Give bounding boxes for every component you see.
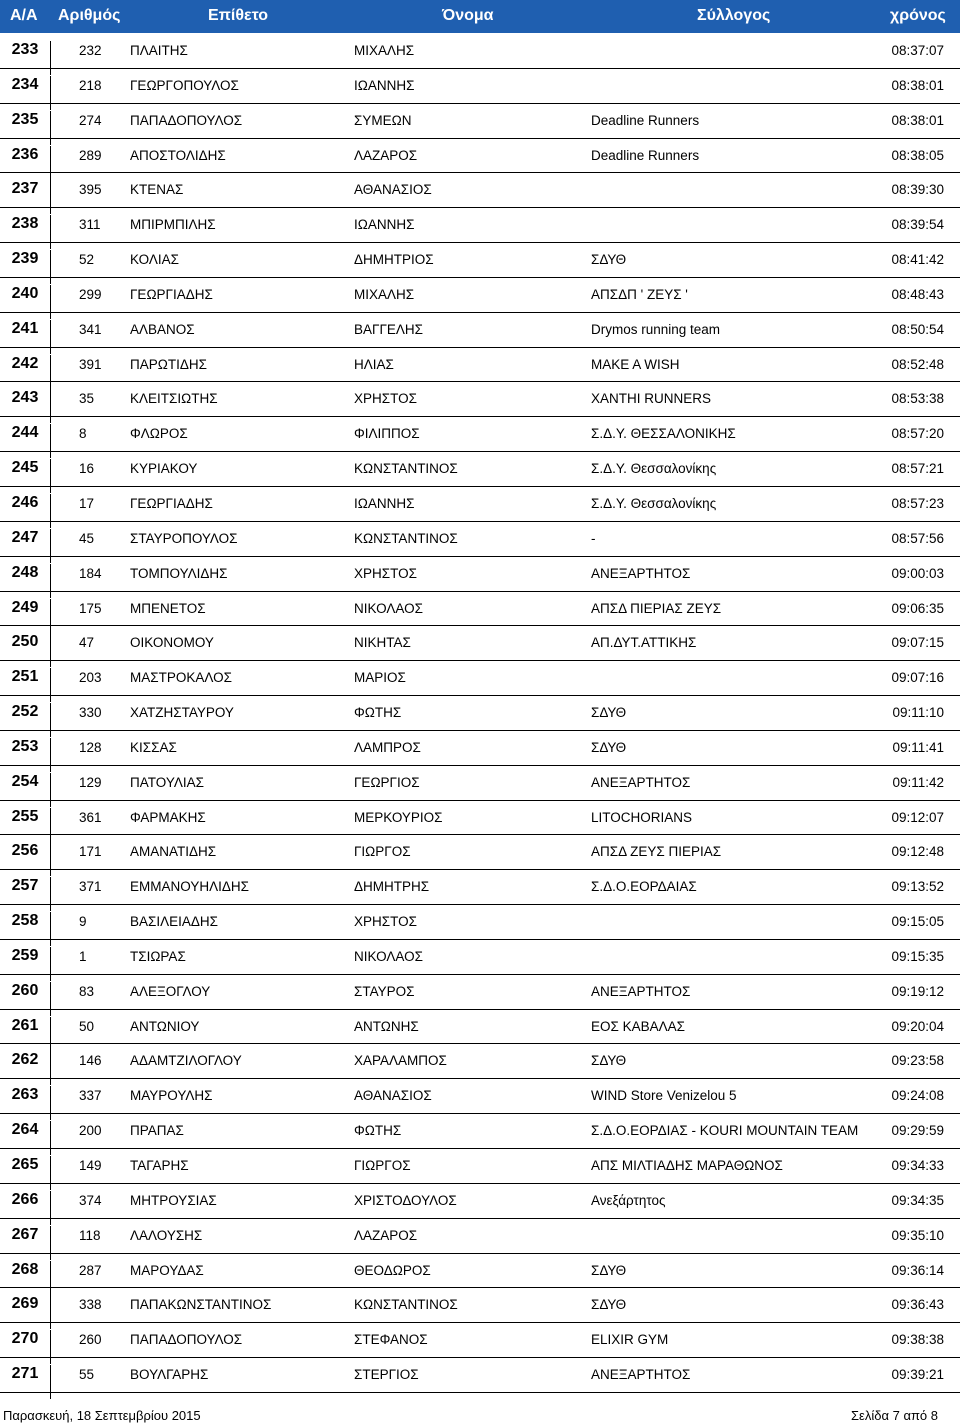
time-cell: 09:06:35 bbox=[891, 600, 944, 616]
name-cell: ΙΩΑΝΝΗΣ bbox=[354, 217, 415, 233]
position-cell: 262 bbox=[0, 1051, 51, 1085]
surname-cell: ΑΛΕΞΟΓΛΟΥ bbox=[130, 983, 211, 999]
footer-page-number: Σελίδα 7 από 8 bbox=[851, 1408, 938, 1423]
surname-cell: ΠΑΠΑΔΟΠΟΥΛΟΣ bbox=[130, 112, 243, 128]
bib-cell: 35 bbox=[79, 391, 95, 407]
name-cell: ΧΡΗΣΤΟΣ bbox=[354, 565, 417, 581]
position-cell: 246 bbox=[0, 494, 51, 528]
surname-cell: ΧΑΤΖΗΣΤΑΥΡΟΥ bbox=[130, 705, 234, 721]
position-cell: 267 bbox=[0, 1226, 51, 1260]
bib-cell: 200 bbox=[79, 1123, 102, 1139]
table-row bbox=[0, 1184, 960, 1219]
position-cell: 240 bbox=[0, 285, 51, 319]
header-bib: Αριθμός bbox=[58, 7, 121, 24]
position-cell: 254 bbox=[0, 773, 51, 807]
bib-cell: 289 bbox=[79, 147, 102, 163]
table-row bbox=[0, 522, 960, 557]
name-cell: ΚΩΝΣΤΑΝΤΙΝΟΣ bbox=[354, 530, 458, 546]
name-cell: ΦΩΤΗΣ bbox=[354, 705, 402, 721]
header-pos: Α/Α bbox=[10, 7, 38, 24]
bib-cell: 8 bbox=[79, 426, 87, 442]
header-name: Όνομα bbox=[442, 7, 494, 24]
table-row bbox=[0, 905, 960, 940]
position-cell: 237 bbox=[0, 180, 51, 214]
bib-cell: 45 bbox=[79, 530, 95, 546]
name-cell: ΜΙΧΑΛΗΣ bbox=[354, 43, 415, 58]
time-cell: 09:23:58 bbox=[891, 1053, 944, 1069]
time-cell: 09:13:52 bbox=[891, 879, 944, 895]
position-cell: 243 bbox=[0, 389, 51, 423]
position-cell: 244 bbox=[0, 424, 51, 458]
bib-cell: 83 bbox=[79, 983, 95, 999]
name-cell: ΝΙΚΟΛΑΟΣ bbox=[354, 948, 423, 964]
time-cell: 08:37:07 bbox=[891, 43, 944, 58]
bib-cell: 395 bbox=[79, 182, 102, 198]
surname-cell: ΚΙΣΣΑΣ bbox=[130, 739, 177, 755]
bib-cell: 128 bbox=[79, 739, 102, 755]
table-row bbox=[0, 696, 960, 731]
position-cell: 253 bbox=[0, 738, 51, 772]
time-cell: 09:35:10 bbox=[891, 1227, 944, 1243]
position-cell: 239 bbox=[0, 250, 51, 284]
surname-cell: ΜΠΕΝΕΤΟΣ bbox=[130, 600, 206, 616]
bib-cell: 175 bbox=[79, 600, 102, 616]
page-footer bbox=[0, 1406, 960, 1425]
time-cell: 09:34:35 bbox=[891, 1192, 944, 1208]
club-cell: Σ.Δ.Υ. Θεσσαλονίκης bbox=[591, 495, 717, 511]
table-row bbox=[0, 626, 960, 661]
table-row bbox=[0, 1079, 960, 1114]
surname-cell: ΠΑΤΟΥΛΙΑΣ bbox=[130, 774, 204, 790]
club-cell: Deadline Runners bbox=[591, 147, 700, 163]
name-cell: ΧΑΡΑΛΑΜΠΟΣ bbox=[354, 1053, 447, 1069]
name-cell: ΜΕΡΚΟΥΡΙΟΣ bbox=[354, 809, 443, 825]
surname-cell: ΦΑΡΜΑΚΗΣ bbox=[130, 809, 206, 825]
bib-cell: 374 bbox=[79, 1192, 102, 1208]
position-cell: 249 bbox=[0, 599, 51, 633]
name-cell: ΦΩΤΗΣ bbox=[354, 1123, 402, 1139]
name-cell: ΧΡΗΣΤΟΣ bbox=[354, 391, 417, 407]
time-cell: 08:57:23 bbox=[891, 495, 944, 511]
surname-cell: ΑΔΑΜΤΖΙΛΟΓΛΟΥ bbox=[130, 1053, 242, 1069]
footer-date: Παρασκευή, 18 Σεπτεμβρίου 2015 bbox=[3, 1408, 201, 1423]
time-cell: 08:38:05 bbox=[891, 147, 944, 163]
time-cell: 08:38:01 bbox=[891, 77, 944, 93]
bib-cell: 184 bbox=[79, 565, 102, 581]
table-row bbox=[0, 104, 960, 139]
club-cell: LITOCHORIANS bbox=[591, 809, 693, 825]
bib-cell: 371 bbox=[79, 879, 102, 895]
table-row bbox=[0, 313, 960, 348]
table-row bbox=[0, 417, 960, 452]
position-cell: 235 bbox=[0, 111, 51, 145]
club-cell: ΑΠΣΔ ΖΕΥΣ ΠΙΕΡΙΑΣ bbox=[591, 844, 722, 860]
name-cell: ΑΘΑΝΑΣΙΟΣ bbox=[354, 1088, 432, 1104]
bib-cell: 274 bbox=[79, 112, 102, 128]
time-cell: 08:57:21 bbox=[891, 461, 944, 477]
table-row bbox=[0, 208, 960, 243]
time-cell: 08:50:54 bbox=[891, 321, 944, 337]
club-cell: ΑΠΣΔ ΠΙΕΡΙΑΣ ΖΕΥΣ bbox=[591, 600, 722, 616]
club-cell: ΑΝΕΞΑΡΤΗΤΟΣ bbox=[591, 983, 691, 999]
name-cell: ΙΩΑΝΝΗΣ bbox=[354, 495, 415, 511]
position-cell: 248 bbox=[0, 564, 51, 598]
club-cell: ELIXIR GYM bbox=[591, 1332, 669, 1348]
club-cell: ΣΔΥΘ bbox=[591, 1297, 627, 1313]
club-cell: ΑΠΣ ΜΙΛΤΙΑΔΗΣ ΜΑΡΑΘΩΝΟΣ bbox=[591, 1158, 783, 1173]
club-cell: Σ.Δ.Ο.ΕΟΡΔΙΑΣ - KOURI MOUNTAIN TEAM bbox=[591, 1123, 859, 1139]
position-cell: 263 bbox=[0, 1086, 51, 1120]
surname-cell: ΤΑΓΑΡΗΣ bbox=[130, 1158, 189, 1173]
bib-cell: 299 bbox=[79, 286, 102, 302]
time-cell: 09:19:12 bbox=[891, 983, 944, 999]
table-row bbox=[0, 661, 960, 696]
time-cell: 09:07:15 bbox=[891, 635, 944, 651]
bib-cell: 337 bbox=[79, 1088, 102, 1104]
time-cell: 08:52:48 bbox=[891, 356, 944, 372]
time-cell: 09:11:10 bbox=[892, 705, 944, 721]
position-cell: 258 bbox=[0, 912, 51, 946]
bib-cell: 1 bbox=[79, 948, 87, 964]
surname-cell: ΒΑΣΙΛΕΙΑΔΗΣ bbox=[130, 914, 218, 930]
bib-cell: 218 bbox=[79, 77, 102, 93]
surname-cell: ΚΥΡΙΑΚΟΥ bbox=[130, 461, 198, 477]
bib-cell: 55 bbox=[79, 1367, 95, 1383]
name-cell: ΧΡΙΣΤΟΔΟΥΛΟΣ bbox=[354, 1192, 457, 1208]
bib-cell: 146 bbox=[79, 1053, 102, 1069]
name-cell: ΦΙΛΙΠΠΟΣ bbox=[354, 426, 420, 442]
position-cell: 255 bbox=[0, 808, 51, 842]
bib-cell: 47 bbox=[79, 635, 95, 651]
name-cell: ΙΩΑΝΝΗΣ bbox=[354, 77, 415, 93]
surname-cell: ΜΠΙΡΜΠΙΛΗΣ bbox=[130, 217, 216, 233]
table-row bbox=[0, 835, 960, 870]
club-cell: - bbox=[591, 530, 596, 546]
bib-cell: 338 bbox=[79, 1297, 102, 1313]
position-cell: 256 bbox=[0, 842, 51, 876]
surname-cell: ΠΛΑΙΤΗΣ bbox=[130, 43, 188, 58]
time-cell: 09:15:35 bbox=[891, 948, 944, 964]
bib-cell: 118 bbox=[79, 1227, 101, 1243]
table-header bbox=[0, 0, 960, 33]
club-cell: ΕΟΣ ΚΑΒΑΛΑΣ bbox=[591, 1018, 685, 1034]
bib-cell: 171 bbox=[79, 844, 102, 860]
table-row bbox=[0, 801, 960, 836]
time-cell: 09:24:08 bbox=[891, 1088, 944, 1104]
surname-cell: ΠΑΠΑΔΟΠΟΥΛΟΣ bbox=[130, 1332, 243, 1348]
bib-cell: 232 bbox=[79, 43, 102, 58]
name-cell: ΜΙΧΑΛΗΣ bbox=[354, 286, 415, 302]
position-cell: 268 bbox=[0, 1261, 51, 1295]
bib-cell: 50 bbox=[79, 1018, 95, 1034]
bib-cell: 129 bbox=[79, 774, 102, 790]
position-cell: 236 bbox=[0, 146, 51, 180]
time-cell: 08:39:30 bbox=[891, 182, 944, 198]
position-cell: 270 bbox=[0, 1330, 51, 1364]
table-row bbox=[0, 870, 960, 905]
surname-cell: ΟΙΚΟΝΟΜΟΥ bbox=[130, 635, 214, 651]
table-row bbox=[0, 975, 960, 1010]
table-row bbox=[0, 940, 960, 975]
table-row bbox=[0, 1114, 960, 1149]
time-cell: 09:12:07 bbox=[891, 809, 944, 825]
name-cell: ΣΤΑΥΡΟΣ bbox=[354, 983, 415, 999]
table-row bbox=[0, 452, 960, 487]
club-cell: Drymos running team bbox=[591, 321, 721, 337]
surname-cell: ΑΠΟΣΤΟΛΙΔΗΣ bbox=[130, 147, 226, 163]
time-cell: 08:38:01 bbox=[891, 112, 944, 128]
table-row bbox=[0, 1254, 960, 1289]
surname-cell: ΚΤΕΝΑΣ bbox=[130, 182, 184, 198]
position-cell: 260 bbox=[0, 982, 51, 1016]
bib-cell: 361 bbox=[79, 809, 102, 825]
bib-cell: 16 bbox=[79, 461, 95, 477]
name-cell: ΛΑΖΑΡΟΣ bbox=[354, 1227, 418, 1243]
table-row bbox=[0, 139, 960, 174]
time-cell: 09:12:48 bbox=[891, 844, 944, 860]
name-cell: ΘΕΟΔΩΡΟΣ bbox=[354, 1262, 431, 1278]
surname-cell: ΜΑΥΡΟΥΛΗΣ bbox=[130, 1088, 213, 1104]
surname-cell: ΓΕΩΡΓΙΑΔΗΣ bbox=[130, 495, 213, 511]
surname-cell: ΜΑΣΤΡΟΚΑΛΟΣ bbox=[130, 670, 232, 686]
surname-cell: ΠΑΠΑΚΩΝΣΤΑΝΤΙΝΟΣ bbox=[130, 1297, 272, 1313]
table-row bbox=[0, 1149, 960, 1184]
time-cell: 09:36:43 bbox=[891, 1297, 944, 1313]
surname-cell: ΕΜΜΑΝΟΥΗΛΙΔΗΣ bbox=[130, 879, 249, 895]
table-row bbox=[0, 243, 960, 278]
time-cell: 08:57:56 bbox=[891, 530, 944, 546]
name-cell: ΑΘΑΝΑΣΙΟΣ bbox=[354, 182, 432, 198]
time-cell: 09:11:41 bbox=[892, 739, 944, 755]
surname-cell: ΛΑΛΟΥΣΗΣ bbox=[130, 1227, 203, 1243]
header-time: χρόνος bbox=[890, 7, 946, 24]
name-cell: ΚΩΝΣΤΑΝΤΙΝΟΣ bbox=[354, 461, 458, 477]
club-cell: ΑΝΕΞΑΡΤΗΤΟΣ bbox=[591, 774, 691, 790]
surname-cell: ΣΤΑΥΡΟΠΟΥΛΟΣ bbox=[130, 530, 238, 546]
name-cell: ΓΕΩΡΓΙΟΣ bbox=[354, 774, 420, 790]
club-cell: ΣΔΥΘ bbox=[591, 1262, 627, 1278]
time-cell: 09:36:14 bbox=[891, 1262, 944, 1278]
table-row bbox=[0, 69, 960, 104]
table-row bbox=[0, 557, 960, 592]
position-cell: 234 bbox=[0, 76, 51, 110]
position-cell: 251 bbox=[0, 668, 51, 702]
club-cell: ΣΔΥΘ bbox=[591, 252, 627, 268]
table-row bbox=[0, 1044, 960, 1079]
surname-cell: ΑΝΤΩΝΙΟΥ bbox=[130, 1018, 200, 1034]
table-row bbox=[0, 592, 960, 627]
bib-cell: 391 bbox=[79, 356, 102, 372]
club-cell: Deadline Runners bbox=[591, 112, 700, 128]
name-cell: ΗΛΙΑΣ bbox=[354, 356, 394, 372]
name-cell: ΝΙΚΟΛΑΟΣ bbox=[354, 600, 423, 616]
surname-cell: ΓΕΩΡΓΙΑΔΗΣ bbox=[130, 286, 213, 302]
table-row bbox=[0, 34, 960, 69]
name-cell: ΧΡΗΣΤΟΣ bbox=[354, 914, 417, 930]
bib-cell: 287 bbox=[79, 1262, 102, 1278]
name-cell: ΣΤΕΡΓΙΟΣ bbox=[354, 1367, 419, 1383]
surname-cell: ΦΛΩΡΟΣ bbox=[130, 426, 188, 442]
surname-cell: ΤΣΙΩΡΑΣ bbox=[130, 948, 186, 964]
bib-cell: 9 bbox=[79, 914, 87, 930]
position-cell: 266 bbox=[0, 1191, 51, 1225]
club-cell: ΣΔΥΘ bbox=[591, 705, 627, 721]
bib-cell: 260 bbox=[79, 1332, 102, 1348]
club-cell: ΑΝΕΞΑΡΤΗΤΟΣ bbox=[591, 1367, 691, 1383]
time-cell: 09:15:05 bbox=[891, 914, 944, 930]
name-cell: ΑΝΤΩΝΗΣ bbox=[354, 1018, 419, 1034]
bib-cell: 311 bbox=[79, 217, 101, 233]
time-cell: 09:11:42 bbox=[892, 774, 944, 790]
table-row bbox=[0, 487, 960, 522]
surname-cell: ΑΛΒΑΝΟΣ bbox=[130, 321, 195, 337]
club-cell: ΣΔΥΘ bbox=[591, 739, 627, 755]
position-cell: 265 bbox=[0, 1156, 51, 1190]
time-cell: 08:48:43 bbox=[891, 286, 944, 302]
club-cell: ΣΔΥΘ bbox=[591, 1053, 627, 1069]
surname-cell: ΠΡΑΠΑΣ bbox=[130, 1123, 184, 1139]
position-cell: 247 bbox=[0, 529, 51, 563]
name-cell: ΝΙΚΗΤΑΣ bbox=[354, 635, 411, 651]
position-cell: 241 bbox=[0, 320, 51, 354]
position-cell: 233 bbox=[0, 41, 51, 75]
time-cell: 09:07:16 bbox=[891, 670, 944, 686]
name-cell: ΛΑΜΠΡΟΣ bbox=[354, 739, 421, 755]
bib-cell: 149 bbox=[79, 1158, 102, 1173]
club-cell: ΑΠ.ΔΥΤ.ΑΤΤΙΚΗΣ bbox=[591, 635, 697, 651]
table-row bbox=[0, 1219, 960, 1254]
position-cell: 269 bbox=[0, 1295, 51, 1329]
bib-cell: 52 bbox=[79, 252, 95, 268]
table-row bbox=[0, 1323, 960, 1358]
surname-cell: ΑΜΑΝΑΤΙΔΗΣ bbox=[130, 844, 217, 860]
time-cell: 09:39:21 bbox=[891, 1367, 944, 1383]
position-cell: 271 bbox=[0, 1365, 51, 1399]
surname-cell: ΓΕΩΡΓΟΠΟΥΛΟΣ bbox=[130, 77, 239, 93]
header-club: Σύλλογος bbox=[697, 7, 771, 24]
position-cell: 257 bbox=[0, 877, 51, 911]
surname-cell: ΚΟΛΙΑΣ bbox=[130, 252, 179, 268]
time-cell: 09:38:38 bbox=[891, 1332, 944, 1348]
time-cell: 08:39:54 bbox=[891, 217, 944, 233]
bib-cell: 330 bbox=[79, 705, 102, 721]
table-row bbox=[0, 348, 960, 383]
header-surname: Επίθετο bbox=[208, 7, 269, 24]
table-row bbox=[0, 382, 960, 417]
surname-cell: ΒΟΥΛΓΑΡΗΣ bbox=[130, 1367, 209, 1383]
name-cell: ΚΩΝΣΤΑΝΤΙΝΟΣ bbox=[354, 1297, 458, 1313]
club-cell: Σ.Δ.Ο.ΕΟΡΔΑΙΑΣ bbox=[591, 879, 697, 895]
table-row bbox=[0, 278, 960, 313]
name-cell: ΜΑΡΙΟΣ bbox=[354, 670, 406, 686]
club-cell: ΑΠΣΔΠ ' ΖΕΥΣ ' bbox=[591, 286, 688, 302]
club-cell: Σ.Δ.Υ. ΘΕΣΣΑΛΟΝΙΚΗΣ bbox=[591, 426, 736, 442]
time-cell: 08:41:42 bbox=[891, 252, 944, 268]
position-cell: 261 bbox=[0, 1017, 51, 1051]
position-cell: 259 bbox=[0, 947, 51, 981]
club-cell: Ανεξάρτητος bbox=[591, 1192, 666, 1208]
name-cell: ΓΙΩΡΓΟΣ bbox=[354, 1158, 411, 1173]
club-cell: MAKE A WISH bbox=[591, 356, 680, 372]
time-cell: 09:00:03 bbox=[891, 565, 944, 581]
surname-cell: ΜΑΡΟΥΔΑΣ bbox=[130, 1262, 204, 1278]
club-cell: XANTHI RUNNERS bbox=[591, 391, 712, 407]
position-cell: 238 bbox=[0, 215, 51, 249]
time-cell: 09:29:59 bbox=[891, 1123, 944, 1139]
club-cell: WIND Store Venizelou 5 bbox=[591, 1088, 737, 1104]
club-cell: Σ.Δ.Υ. Θεσσαλονίκης bbox=[591, 461, 717, 477]
name-cell: ΣΥΜΕΩΝ bbox=[354, 112, 412, 128]
position-cell: 264 bbox=[0, 1121, 51, 1155]
name-cell: ΒΑΓΓΕΛΗΣ bbox=[354, 321, 423, 337]
surname-cell: ΜΗΤΡΟΥΣΙΑΣ bbox=[130, 1192, 217, 1208]
name-cell: ΛΑΖΑΡΟΣ bbox=[354, 147, 418, 163]
name-cell: ΓΙΩΡΓΟΣ bbox=[354, 844, 411, 860]
name-cell: ΣΤΕΦΑΝΟΣ bbox=[354, 1332, 428, 1348]
table-row bbox=[0, 1358, 960, 1393]
table-row bbox=[0, 766, 960, 801]
bib-cell: 341 bbox=[79, 321, 102, 337]
bib-cell: 203 bbox=[79, 670, 102, 686]
position-cell: 242 bbox=[0, 355, 51, 389]
table-row bbox=[0, 1288, 960, 1323]
time-cell: 09:34:33 bbox=[891, 1158, 944, 1173]
name-cell: ΔΗΜΗΤΡΙΟΣ bbox=[354, 252, 434, 268]
table-row bbox=[0, 1010, 960, 1045]
surname-cell: ΤΟΜΠΟΥΛΙΔΗΣ bbox=[130, 565, 228, 581]
name-cell: ΔΗΜΗΤΡΗΣ bbox=[354, 879, 430, 895]
bib-cell: 17 bbox=[79, 495, 95, 511]
table-row bbox=[0, 173, 960, 208]
surname-cell: ΚΛΕΙΤΣΙΩΤΗΣ bbox=[130, 391, 218, 407]
time-cell: 09:20:04 bbox=[891, 1018, 944, 1034]
time-cell: 08:53:38 bbox=[891, 391, 944, 407]
position-cell: 250 bbox=[0, 633, 51, 667]
position-cell: 245 bbox=[0, 459, 51, 493]
surname-cell: ΠΑΡΩΤΙΔΗΣ bbox=[130, 356, 207, 372]
time-cell: 08:57:20 bbox=[891, 426, 944, 442]
position-cell: 252 bbox=[0, 703, 51, 737]
club-cell: ΑΝΕΞΑΡΤΗΤΟΣ bbox=[591, 565, 691, 581]
table-row bbox=[0, 731, 960, 766]
results-table bbox=[0, 34, 960, 1393]
